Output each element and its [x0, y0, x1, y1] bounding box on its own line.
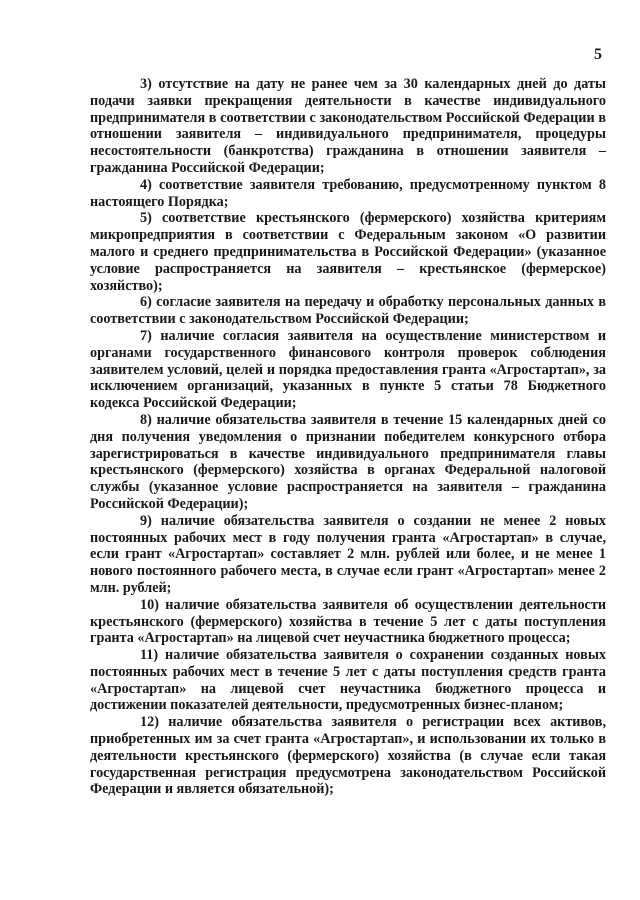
list-item-11: 11) наличие обязательства заявителя о сохранении созданных новых постоянных рабочих мест в течение 5 лет с даты поступления средств гранта «Агростартап» на лицевой счет неучастника бюджетного процесса и достижении показателей деятельности, предусмотренных бизнес-планом;	[90, 647, 606, 714]
list-item-3: 3) отсутствие на дату не ранее чем за 30 календарных дней до даты подачи заявки прекращения деятельности в качестве индивидуального предпринимателя в соответствии с законодательством Российской Федерации в отношении заявителя – индивидуального предпринимателя, процедуры несостоятельности (банкротства) гражданина в отношении заявителя – гражданина Российской Федерации;	[90, 76, 606, 176]
document-body	[90, 76, 606, 798]
list-item-10: 10) наличие обязательства заявителя об осуществлении деятельности крестьянского (фермерского) хозяйства в течение 5 лет с даты поступления гранта «Агростартап» на лицевой счет неучастника бюджетного процесса;	[90, 596, 606, 647]
list-item-4: 4) соответствие заявителя требованию, предусмотренному пунктом 8 настоящего Порядка;	[90, 176, 606, 210]
list-item-7: 7) наличие согласия заявителя на осуществление министерством и органами государственного финансового контроля проверок соблюдения заявителем условий, целей и порядка предоставления гранта «Агростартап», за исключением организаций, указанных в пункте 5 статьи 78 Бюджетного кодекса Российской Федерации;	[90, 327, 606, 412]
list-item-12: 12) наличие обязательства заявителя о регистрации всех активов, приобретенных им за счет гранта «Агростартап», и использовании их только в деятельности крестьянского (фермерского) хозяйства (в случае если такая государственная регистрация предусмотрена законодательством Российской Федерации и является обязательной);	[90, 714, 606, 798]
list-item-6: 6) согласие заявителя на передачу и обработку персональных данных в соответствии с законодательством Российской Федерации;	[90, 294, 606, 328]
list-item-9: 9) наличие обязательства заявителя о создании не менее 2 новых постоянных рабочих мест в году получения гранта «Агростартап» в случае, если грант «Агростартап» составляет 2 млн. рублей или более, и не менее 1 нового постоянного рабочего места, в случае если грант «Агростартап» менее 2 млн. рублей;	[90, 512, 606, 596]
page-number: 5	[594, 46, 602, 63]
list-item-5: 5) соответствие крестьянского (фермерского) хозяйства критериям микропредприятия в соответствии с Федеральным законом «О развитии малого и среднего предпринимательства в Российской Федерации» (указанное условие распространяется на заявителя – крестьянское (фермерское) хозяйство);	[90, 210, 606, 294]
list-item-8: 8) наличие обязательства заявителя в течение 15 календарных дней со дня получения уведомления о признании победителем конкурсного отбора зарегистрироваться в качестве индивидуального предпринимателя главы крестьянского (фермерского) хозяйства в органах Федеральной налоговой службы (указанное условие распространяется на заявителя – гражданина Российской Федерации);	[90, 411, 606, 512]
